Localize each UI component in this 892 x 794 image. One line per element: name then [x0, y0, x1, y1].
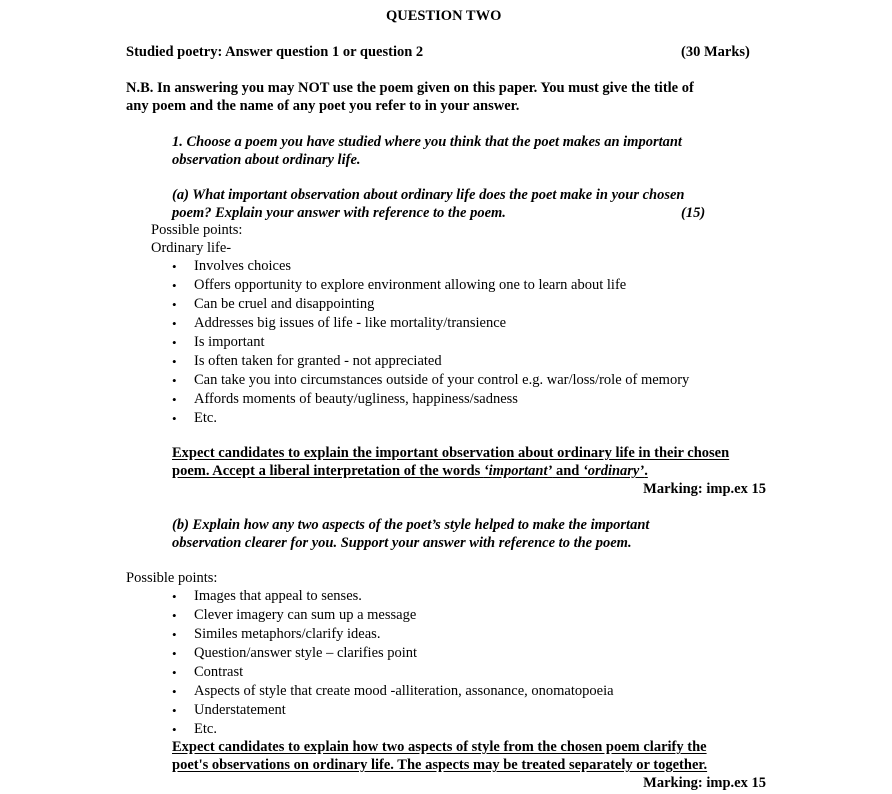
bullet-icon: •: [172, 684, 177, 699]
bullet-icon: •: [172, 411, 177, 426]
question-1-line-1: 1. Choose a poem you have studied where you think that the poet makes an important: [172, 134, 682, 150]
bullet-icon: •: [172, 589, 177, 604]
bullet-icon: •: [172, 627, 177, 642]
expect-a-line-1: Expect candidates to explain the important observation about ordinary life in their chosen: [172, 445, 730, 461]
bullet-icon: •: [172, 373, 177, 388]
list-item: • Similes metaphors/clarify ideas.: [172, 626, 381, 642]
list-item: • Affords moments of beauty/ugliness, happiness/sadness: [172, 391, 518, 407]
bullet-icon: •: [172, 646, 177, 661]
bullet-icon: •: [172, 608, 177, 623]
list-item: • Images that appeal to senses.: [172, 588, 362, 604]
question-a-marks: (15): [681, 205, 706, 221]
list-item: • Involves choices: [172, 258, 292, 274]
list-item: • Addresses big issues of life - like mortality/transience: [172, 315, 507, 331]
question-heading: QUESTION TWO: [386, 8, 502, 24]
nb-line-2: any poem and the name of any poet you refer to in your answer.: [126, 98, 520, 114]
possible-points-label-a: Possible points:: [151, 222, 243, 238]
bullet-icon: •: [172, 392, 177, 407]
list-item: • Aspects of style that create mood -alliteration, assonance, onomatopoeia: [172, 683, 614, 699]
bullet-icon: •: [172, 316, 177, 331]
instruction-line: Studied poetry: Answer question 1 or question 2: [126, 44, 424, 60]
total-marks: (30 Marks): [681, 44, 750, 60]
nb-line-1: N.B. In answering you may NOT use the poem given on this paper. You must give the title of: [126, 80, 694, 96]
bullet-icon: •: [172, 703, 177, 718]
bullet-icon: •: [172, 722, 177, 737]
expect-b-line-1: Expect candidates to explain how two aspects of style from the chosen poem clarify the: [172, 739, 707, 755]
list-item: • Is often taken for granted - not appreciated: [172, 353, 442, 369]
question-a-line-2: poem? Explain your answer with reference to the poem.: [172, 205, 506, 221]
list-item: • Etc.: [172, 410, 217, 426]
bullet-icon: •: [172, 259, 177, 274]
expect-b-line-2: poet's observations on ordinary life. The aspects may be treated separately or together.: [172, 757, 708, 773]
list-item: • Contrast: [172, 664, 244, 680]
list-item: • Question/answer style – clarifies point: [172, 645, 418, 661]
question-a-line-1: (a) What important observation about ordinary life does the poet make in your chosen: [172, 187, 685, 203]
list-item: • Etc.: [172, 721, 217, 737]
possible-points-label-b: Possible points:: [126, 570, 218, 586]
section-a-points-list: [172, 257, 792, 428]
question-1-line-2: observation about ordinary life.: [172, 152, 361, 168]
bullet-icon: •: [172, 354, 177, 369]
question-b-line-2: observation clearer for you. Support your answer with reference to the poem.: [172, 535, 632, 551]
list-item: • Can be cruel and disappointing: [172, 296, 375, 312]
bullet-icon: •: [172, 278, 177, 293]
question-b-line-1: (b) Explain how any two aspects of the poet’s style helped to make the important: [172, 517, 650, 533]
marking-a: Marking: imp.ex 15: [643, 481, 766, 497]
list-item: • Offers opportunity to explore environment allowing one to learn about life: [172, 277, 627, 293]
ordinary-life-label: Ordinary life-: [151, 240, 232, 256]
term-important: ‘important’: [483, 463, 553, 479]
section-b-points-list: [172, 587, 792, 739]
list-item: • Can take you into circumstances outside of your control e.g. war/loss/role of memory: [172, 372, 690, 388]
list-item: • Clever imagery can sum up a message: [172, 607, 417, 623]
bullet-icon: •: [172, 335, 177, 350]
list-item: • Is important: [172, 334, 265, 350]
expect-a-line-2: poem. Accept a liberal interpretation of the words ‘important’ and ‘ordinary’.: [172, 463, 648, 479]
marking-b: Marking: imp.ex 15: [643, 775, 766, 791]
term-ordinary: ‘ordinary’: [582, 463, 645, 479]
list-item: • Understatement: [172, 702, 286, 718]
bullet-icon: •: [172, 297, 177, 312]
bullet-icon: •: [172, 665, 177, 680]
